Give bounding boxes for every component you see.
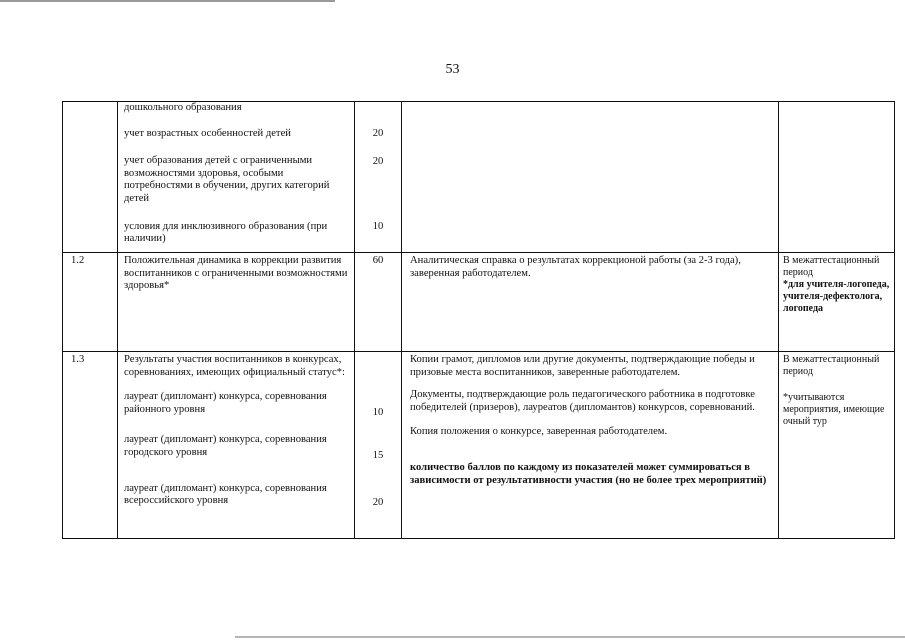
points-value: 20 (372, 155, 384, 167)
indicator-text: учет образования детей с ограниченными возможностями здоровья, особыми потребностями в обучении, других категорий детей (124, 155, 330, 204)
indicator-text: лауреат (дипломант) конкурса, соревнования всероссийского уровня (124, 482, 327, 507)
points-value: 60 (372, 255, 384, 266)
table-row (63, 253, 895, 352)
indicator-text: лауреат (дипломант) конкурса, соревнования городского уровня (124, 434, 327, 458)
points-value: 20 (372, 128, 384, 139)
period-text: В межаттестационный период (783, 354, 880, 377)
row-number (63, 102, 118, 253)
documents-cell (402, 102, 779, 253)
document-text: Копия положения о конкурсе, заверенная работодателем. (410, 426, 668, 438)
period-cell (779, 253, 895, 352)
points-value: 10 (372, 221, 384, 233)
period-note: *для учителя-логопеда, учителя-дефектолога, логопеда (783, 279, 890, 314)
bottom-rule (235, 636, 905, 638)
document-text: Аналитическая справка о результатах коррекционой работы (за 2-3 года), заверенная работодателем. (410, 255, 741, 279)
page-number: 53 (445, 62, 460, 77)
indicator-text: учет возрастных особенностей детей (124, 127, 291, 139)
row-number: 1.3 (63, 352, 118, 539)
period-text: В межаттестационный период (783, 255, 880, 278)
indicator-cell (118, 102, 355, 253)
period-cell (779, 352, 895, 539)
document-note: количество баллов по каждому из показателей может суммироваться в зависимости от результативности участия (но не более трех мероприятий) (410, 461, 767, 486)
indicator-cell (118, 352, 355, 539)
indicator-cell (118, 253, 355, 352)
documents-cell (402, 352, 779, 539)
document-text: Копии грамот, дипломов или другие документы, подтверждающие победы и призовые места воспитанников, заверенные работодателем. (410, 354, 755, 378)
period-note: *учитываются мероприятия, имеющие очный тур (783, 392, 885, 427)
row-number: 1.2 (63, 253, 118, 352)
period-cell (779, 102, 895, 253)
indicator-text: дошкольного образования (124, 102, 242, 113)
indicator-text: лауреат (дипломант) конкурса, соревнования районного уровня (124, 391, 327, 415)
points-value: 10 (372, 407, 384, 418)
points-cell (355, 352, 402, 539)
indicator-text: Положительная динамика в коррекции развития воспитанников с ограниченными возможностями здоровья* (124, 255, 348, 292)
top-rule (0, 0, 335, 2)
indicator-text: Результаты участия воспитанников в конкурсах, соревнованиях, имеющих официальный статус*: (124, 354, 345, 378)
points-value: 15 (372, 449, 384, 461)
points-value: 20 (372, 497, 384, 509)
points-cell (355, 102, 402, 253)
indicator-text: условия для инклюзивного образования (при наличии) (124, 220, 328, 245)
criteria-table (62, 101, 895, 539)
points-cell (355, 253, 402, 352)
table-row (63, 102, 895, 253)
table-row (63, 352, 895, 539)
documents-cell (402, 253, 779, 352)
document-text: Документы, подтверждающие роль педагогического работника в подготовке победителей (призеров), лауреатов (дипломантов) конкурсов, соревнований. (410, 389, 755, 413)
